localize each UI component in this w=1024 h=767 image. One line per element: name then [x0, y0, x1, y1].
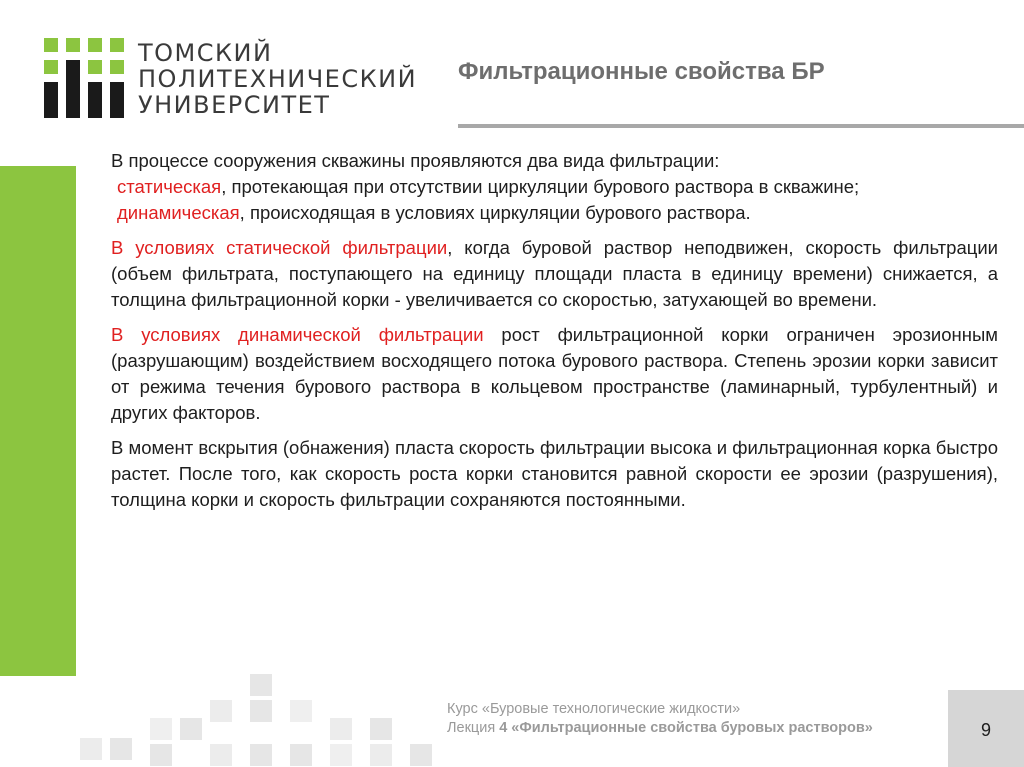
dynamic-description: , происходящая в условиях циркуляции бурового раствора. — [239, 202, 751, 223]
dynamic-filtration-term: В условиях динамической фильтрации — [111, 324, 484, 345]
opening-text: В момент вскрытия (обнажения) пласта скорость фильтрации высока и фильтрационная корка быстро растет. После того, как скорость роста корки становится равной скорости ее эрозии (разрушения), толщина корки и скорость фильтрации сохраняются постоянными. — [111, 437, 998, 510]
slide-body — [111, 148, 998, 513]
footer — [447, 700, 873, 738]
footer-course: Курс «Буровые технологические жидкости» — [447, 701, 741, 717]
university-logo-icon — [44, 38, 124, 118]
paragraph-static-filtration — [111, 235, 998, 313]
intro-text: В процессе сооружения скважины проявляются два вида фильтрации: — [111, 150, 720, 171]
paragraph-dynamic — [111, 200, 998, 226]
page-number-box — [948, 690, 1024, 767]
static-description: , протекающая при отсутствии циркуляции бурового раствора в скважине; — [221, 176, 860, 197]
page-number: 9 — [980, 720, 991, 740]
paragraph-static — [111, 174, 998, 200]
static-term: статическая — [117, 176, 222, 197]
university-name-line: УНИВЕРСИТЕТ — [138, 91, 331, 119]
title-divider — [458, 124, 1024, 128]
static-filtration-text: , когда буровой раствор неподвижен, скорость фильтрации (объем фильтрата, поступающего на единицу площади пласта в единицу времени) снижается, а толщина фильтрационной корки - увеличивается со скоростью, затухающей во времени. — [111, 237, 998, 310]
footer-lecture — [447, 719, 873, 738]
university-name-line: ПОЛИТЕХНИЧЕСКИЙ — [138, 65, 418, 93]
slide-title: Фильтрационные свойства БР — [458, 58, 825, 85]
static-filtration-term: В условиях статической фильтрации — [111, 237, 448, 258]
university-name — [138, 40, 417, 118]
footer-lecture-prefix: Лекция — [447, 720, 500, 736]
paragraph-opening — [111, 435, 998, 513]
dynamic-filtration-text: рост фильтрационной корки ограничен эрозионным (разрушающим) воздействием восходящего потока бурового раствора. Степень эрозии корки зависит от режима течения бурового раствора в кольцевом пространстве (ламинарный, турбулентный) и других факторов. — [111, 324, 998, 423]
decorative-pixel-pattern — [0, 670, 440, 767]
paragraph-dynamic-filtration — [111, 322, 998, 426]
dynamic-term: динамическая — [117, 202, 240, 223]
paragraph-intro — [111, 148, 998, 174]
footer-lecture-title: 4 «Фильтрационные свойства буровых растворов» — [499, 720, 873, 736]
university-name-line: ТОМСКИЙ — [138, 39, 273, 67]
green-side-bar — [0, 166, 76, 676]
